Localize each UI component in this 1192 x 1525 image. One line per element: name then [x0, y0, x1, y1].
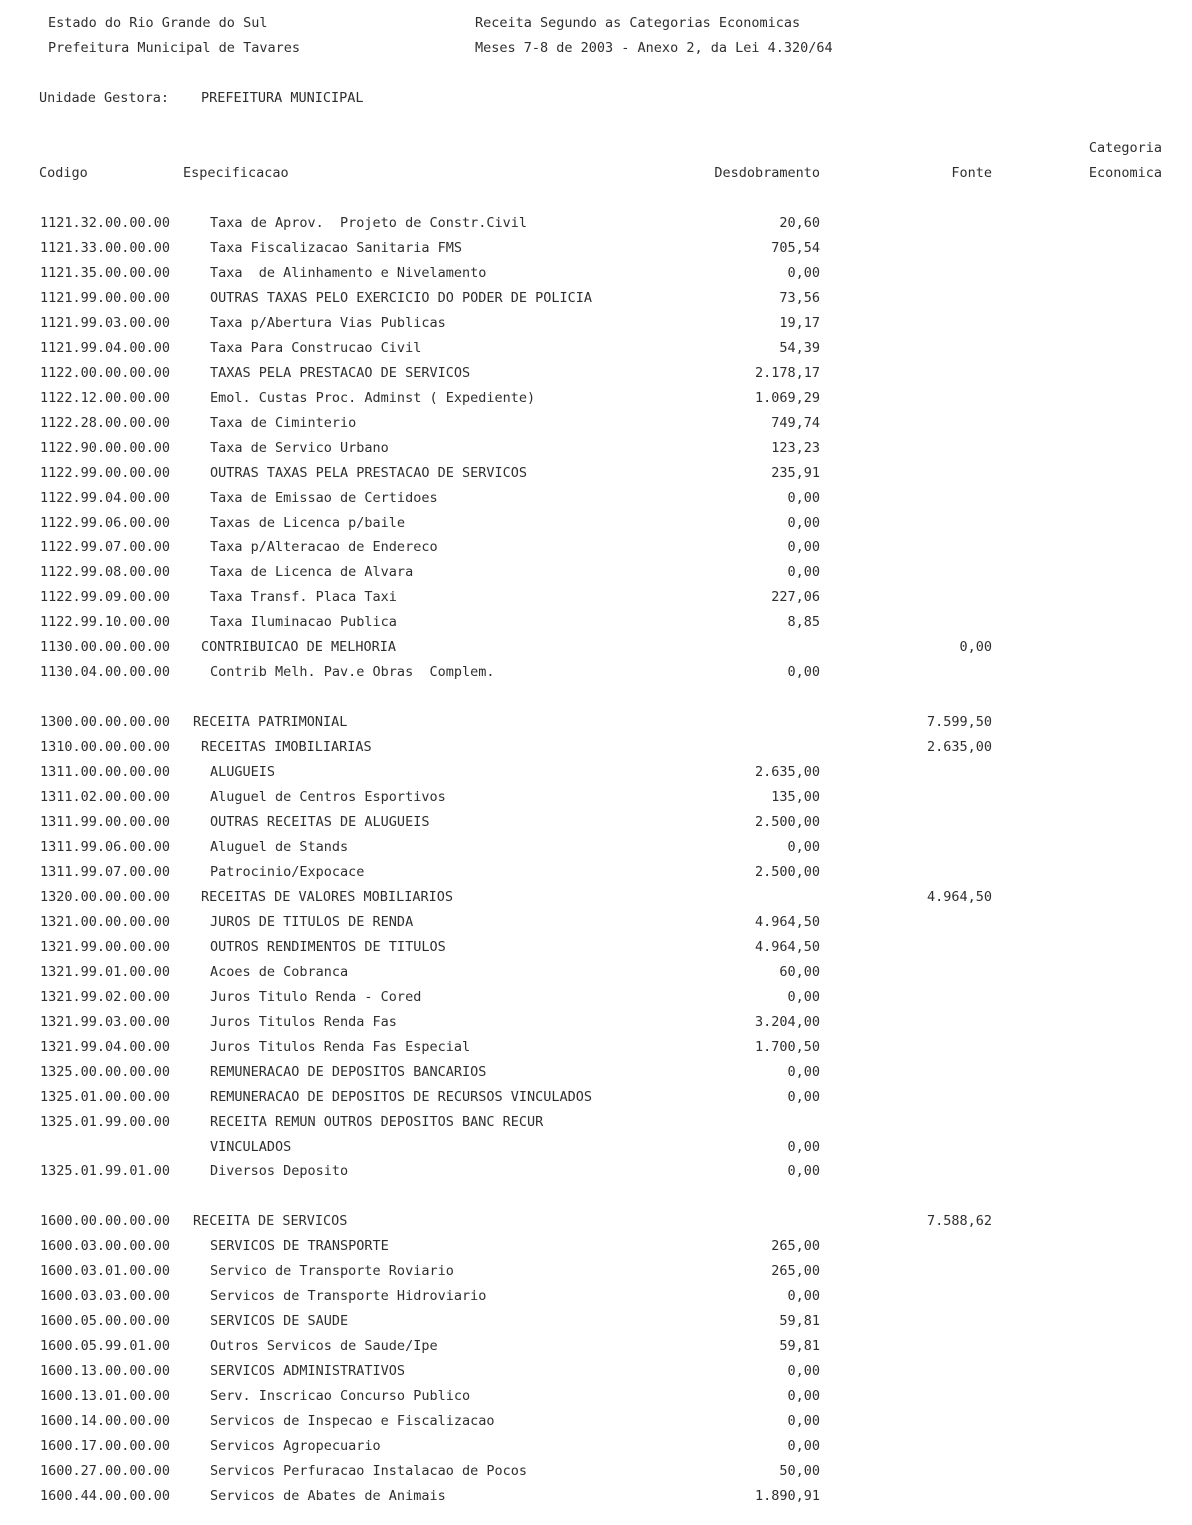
row-especificacao: SERVICOS DE TRANSPORTE [210, 1238, 389, 1255]
row-especificacao: OUTRAS TAXAS PELO EXERCICIO DO PODER DE POLICIA [210, 289, 593, 306]
row-code: 1300.00.00.00.00 [40, 714, 171, 731]
row-especificacao: RECEITAS IMOBILIARIAS [201, 739, 372, 756]
row-code: 1321.99.04.00.00 [40, 1038, 171, 1055]
row-especificacao: OUTRAS RECEITAS DE ALUGUEIS [210, 814, 430, 831]
row-especificacao: Aluguel de Centros Esportivos [210, 789, 446, 806]
row-code: 1311.00.00.00.00 [40, 764, 171, 781]
row-especificacao: Servicos Perfuracao Instalacao de Pocos [210, 1463, 527, 1479]
row-especificacao: Aluguel de Stands [210, 839, 349, 855]
row-especificacao: Taxa p/Abertura Vias Publicas [210, 314, 446, 331]
row-especificacao: Taxa Para Construcao Civil [210, 339, 422, 356]
row-especificacao: SERVICOS DE SAUDE [210, 1313, 349, 1330]
row-code: 1121.32.00.00.00 [40, 215, 171, 231]
row-desdobramento: 4.964,50 [754, 938, 820, 955]
row-desdobramento: 0,00 [787, 839, 820, 855]
row-desdobramento: 0,00 [787, 1088, 820, 1105]
row-code: 1600.17.00.00.00 [40, 1438, 171, 1455]
row-code: 1321.99.03.00.00 [40, 1013, 171, 1030]
row-desdobramento: 0,00 [787, 1363, 820, 1380]
row-code: 1600.44.00.00.00 [40, 1487, 171, 1504]
row-code: 1325.01.99.01.00 [40, 1163, 171, 1180]
row-code: 1122.00.00.00.00 [40, 364, 171, 381]
row-desdobramento: 2.500,00 [754, 814, 820, 831]
row-desdobramento: 59,81 [779, 1338, 820, 1355]
row-code: 1600.14.00.00.00 [40, 1413, 171, 1430]
row-especificacao: Servicos de Inspecao e Fiscalizacao [210, 1413, 495, 1430]
row-code: 1130.00.00.00.00 [40, 639, 171, 656]
row-especificacao: Contrib Melh. Pav.e Obras Complem. [210, 664, 495, 681]
row-desdobramento: 0,00 [787, 1063, 820, 1080]
row-especificacao: Taxa p/Alteracao de Endereco [210, 539, 438, 556]
row-especificacao: Servicos de Transporte Hidroviario [210, 1288, 487, 1305]
row-desdobramento: 0,00 [787, 664, 820, 681]
row-desdobramento: 1.069,29 [754, 389, 820, 406]
row-code: 1600.13.00.00.00 [40, 1363, 171, 1380]
row-code: 1600.03.00.00.00 [40, 1238, 171, 1255]
row-desdobramento: 0,00 [787, 1288, 820, 1305]
row-desdobramento: 8,85 [787, 614, 820, 631]
column-header-fonte: Fonte [951, 165, 992, 181]
row-code: 1321.99.01.00.00 [40, 963, 171, 980]
row-desdobramento: 19,17 [779, 314, 820, 331]
unit-value: PREFEITURA MUNICIPAL [201, 90, 364, 106]
row-especificacao: RECEITA REMUN OUTROS DEPOSITOS BANC RECUR [210, 1113, 544, 1130]
row-code: 1320.00.00.00.00 [40, 888, 171, 905]
row-desdobramento: 0,00 [787, 988, 820, 1005]
municipality-name: Prefeitura Municipal de Tavares [48, 40, 300, 56]
row-especificacao: JUROS DE TITULOS DE RENDA [210, 913, 414, 930]
row-code: 1122.28.00.00.00 [40, 414, 171, 431]
row-especificacao: Taxa de Licenca de Alvara [210, 564, 414, 581]
row-desdobramento: 60,00 [779, 963, 820, 980]
row-code: 1122.99.06.00.00 [40, 514, 171, 531]
row-especificacao: Taxa de Ciminterio [210, 414, 357, 431]
column-header-desdobramento: Desdobramento [714, 165, 820, 181]
row-code: 1122.90.00.00.00 [40, 439, 171, 456]
row-desdobramento: 135,00 [771, 789, 820, 806]
row-especificacao: CONTRIBUICAO DE MELHORIA [201, 639, 397, 656]
row-desdobramento: 0,00 [787, 489, 820, 506]
row-desdobramento: 227,06 [771, 589, 820, 606]
unit-label: Unidade Gestora: [39, 90, 170, 106]
column-header-categoria-line2: Economica [1088, 165, 1162, 181]
row-desdobramento: 73,56 [779, 289, 820, 306]
row-code: 1122.12.00.00.00 [40, 389, 171, 406]
row-code: 1122.99.08.00.00 [40, 564, 171, 581]
row-especificacao: Taxa de Emissao de Certidoes [210, 489, 438, 506]
row-desdobramento: 59,81 [779, 1313, 820, 1330]
row-especificacao: Taxas de Licenca p/baile [210, 514, 406, 531]
row-desdobramento: 1.700,50 [754, 1038, 820, 1055]
row-desdobramento: 4.964,50 [754, 913, 820, 930]
row-especificacao: Juros Titulos Renda Fas Especial [210, 1038, 471, 1055]
row-fonte: 2.635,00 [926, 739, 992, 756]
row-especificacao: RECEITA PATRIMONIAL [193, 714, 348, 731]
row-especificacao: Taxa Iluminacao Publica [210, 614, 397, 631]
row-especificacao: Diversos Deposito [210, 1163, 349, 1180]
row-code: 1600.03.03.00.00 [40, 1288, 171, 1305]
row-code: 1325.01.00.00.00 [40, 1088, 171, 1105]
row-especificacao: Servicos de Abates de Animais [210, 1487, 446, 1504]
column-header-categoria-line1: Categoria [1088, 140, 1162, 156]
row-especificacao: Juros Titulo Renda - Cored [210, 988, 422, 1005]
row-especificacao: REMUNERACAO DE DEPOSITOS DE RECURSOS VINCULADOS [210, 1088, 593, 1105]
row-desdobramento: 265,00 [771, 1238, 820, 1255]
row-desdobramento: 0,00 [787, 1413, 820, 1430]
row-fonte: 0,00 [959, 639, 992, 656]
row-code: 1321.99.02.00.00 [40, 988, 171, 1005]
row-desdobramento: 0,00 [787, 1138, 820, 1155]
row-code: 1311.99.06.00.00 [40, 839, 171, 855]
row-code: 1600.13.01.00.00 [40, 1388, 171, 1405]
row-code: 1121.99.04.00.00 [40, 339, 171, 356]
row-desdobramento: 2.178,17 [754, 364, 820, 381]
row-especificacao: OUTRAS TAXAS PELA PRESTACAO DE SERVICOS [210, 464, 527, 481]
row-especificacao: REMUNERACAO DE DEPOSITOS BANCARIOS [210, 1063, 487, 1080]
row-code: 1600.05.99.01.00 [40, 1338, 171, 1355]
row-especificacao: RECEITA DE SERVICOS [193, 1213, 348, 1230]
row-code: 1325.00.00.00.00 [40, 1063, 171, 1080]
column-header-codigo: Codigo [39, 165, 88, 181]
row-desdobramento: 0,00 [787, 1388, 820, 1405]
row-code: 1122.99.07.00.00 [40, 539, 171, 556]
row-especificacao: Juros Titulos Renda Fas [210, 1013, 397, 1030]
row-code: 1122.99.09.00.00 [40, 589, 171, 606]
row-especificacao: Outros Servicos de Saude/Ipe [210, 1338, 438, 1355]
row-desdobramento: 2.500,00 [754, 863, 820, 880]
row-code: 1325.01.99.00.00 [40, 1113, 171, 1130]
report-period: Meses 7-8 de 2003 - Anexo 2, da Lei 4.320/64 [475, 40, 833, 56]
row-code: 1122.99.00.00.00 [40, 464, 171, 481]
row-code: 1311.99.00.00.00 [40, 814, 171, 831]
row-desdobramento: 0,00 [787, 264, 820, 281]
row-code: 1122.99.10.00.00 [40, 614, 171, 631]
row-especificacao: Servicos Agropecuario [210, 1438, 381, 1455]
row-code: 1121.33.00.00.00 [40, 239, 171, 256]
state-name: Estado do Rio Grande do Sul [48, 15, 268, 31]
row-code: 1121.35.00.00.00 [40, 264, 171, 281]
row-code: 1321.99.00.00.00 [40, 938, 171, 955]
row-code: 1600.05.00.00.00 [40, 1313, 171, 1330]
row-desdobramento: 1.890,91 [754, 1487, 820, 1504]
row-code: 1600.27.00.00.00 [40, 1463, 171, 1479]
row-especificacao: Acoes de Cobranca [210, 963, 349, 980]
row-desdobramento: 705,54 [771, 239, 820, 256]
row-especificacao: TAXAS PELA PRESTACAO DE SERVICOS [210, 364, 471, 381]
row-code: 1311.99.07.00.00 [40, 863, 171, 880]
row-especificacao: Taxa de Alinhamento e Nivelamento [210, 264, 487, 281]
row-especificacao: VINCULADOS [210, 1138, 292, 1155]
row-desdobramento: 3.204,00 [754, 1013, 820, 1030]
row-desdobramento: 0,00 [787, 564, 820, 581]
row-fonte: 4.964,50 [926, 888, 992, 905]
row-especificacao: Taxa de Servico Urbano [210, 439, 389, 456]
row-code: 1130.04.00.00.00 [40, 664, 171, 681]
row-fonte: 7.599,50 [926, 714, 992, 731]
row-desdobramento: 0,00 [787, 1438, 820, 1455]
row-desdobramento: 0,00 [787, 514, 820, 531]
row-code: 1600.03.01.00.00 [40, 1263, 171, 1280]
row-desdobramento: 235,91 [771, 464, 820, 481]
row-especificacao: OUTROS RENDIMENTOS DE TITULOS [210, 938, 446, 955]
row-desdobramento: 50,00 [779, 1463, 820, 1479]
row-especificacao: Patrocinio/Expocace [210, 863, 365, 880]
row-especificacao: ALUGUEIS [210, 764, 276, 781]
row-desdobramento: 54,39 [779, 339, 820, 356]
row-especificacao: Servico de Transporte Roviario [210, 1263, 454, 1280]
row-especificacao: Emol. Custas Proc. Adminst ( Expediente) [210, 389, 536, 406]
row-code: 1121.99.00.00.00 [40, 289, 171, 306]
row-especificacao: Serv. Inscricao Concurso Publico [210, 1388, 471, 1405]
row-desdobramento: 2.635,00 [754, 764, 820, 781]
row-code: 1321.00.00.00.00 [40, 913, 171, 930]
row-fonte: 7.588,62 [926, 1213, 992, 1230]
row-especificacao: SERVICOS ADMINISTRATIVOS [210, 1363, 406, 1380]
row-especificacao: RECEITAS DE VALORES MOBILIARIOS [201, 888, 453, 905]
row-especificacao: Taxa Fiscalizacao Sanitaria FMS [210, 239, 462, 256]
row-code: 1600.00.00.00.00 [40, 1213, 171, 1230]
row-desdobramento: 0,00 [787, 539, 820, 556]
row-code: 1310.00.00.00.00 [40, 739, 171, 756]
row-code: 1311.02.00.00.00 [40, 789, 171, 806]
row-code: 1121.99.03.00.00 [40, 314, 171, 331]
row-especificacao: Taxa Transf. Placa Taxi [210, 589, 397, 606]
column-header-especificacao: Especificacao [183, 165, 289, 181]
row-desdobramento: 749,74 [771, 414, 820, 431]
row-especificacao: Taxa de Aprov. Projeto de Constr.Civil [210, 215, 527, 231]
row-desdobramento: 0,00 [787, 1163, 820, 1180]
row-desdobramento: 265,00 [771, 1263, 820, 1280]
row-desdobramento: 123,23 [771, 439, 820, 456]
row-code: 1122.99.04.00.00 [40, 489, 171, 506]
report-title: Receita Segundo as Categorias Economicas [475, 15, 801, 31]
row-desdobramento: 20,60 [779, 215, 820, 231]
